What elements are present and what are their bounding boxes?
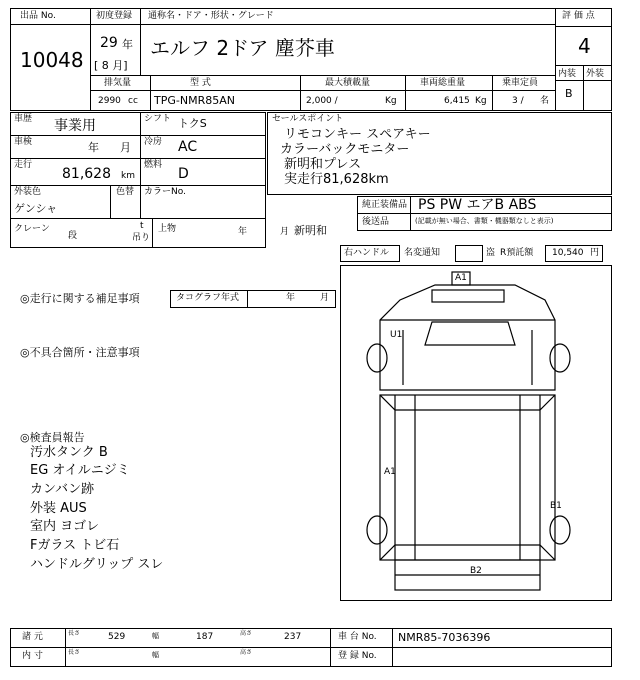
inspector-item: ハンドルグリップ スレ <box>30 557 164 572</box>
aftermarket-note: (記載が無い場合、書類・機器類なしと表示) <box>415 217 554 225</box>
inspector-item: EG オイルニジミ <box>30 463 130 478</box>
vehicle-name: エルフ 2ドア 塵芥車 <box>150 36 335 60</box>
registration-month: [ 8 月] <box>94 59 128 72</box>
sales-point-item: カラーバックモニター <box>280 142 410 157</box>
mileage-unit: km <box>121 171 135 181</box>
recycle-deposit-value: 10,540 <box>552 248 584 258</box>
model-label: 型 式 <box>190 78 211 88</box>
length-label: 長さ <box>68 630 81 637</box>
truck-diagram <box>367 272 570 590</box>
inspection-year-unit: 年 <box>88 141 99 154</box>
displacement-label: 排気量 <box>104 78 132 88</box>
damage-mark: U1 <box>390 330 403 340</box>
inner-height-label: 高さ <box>240 649 253 656</box>
crane-label: クレーン <box>14 224 50 234</box>
inspector-item: カンバン跡 <box>30 482 95 497</box>
body-year: 年 <box>238 227 248 237</box>
gross-weight: 6,415 <box>444 96 470 106</box>
name-change-label: 名変通知 <box>404 248 441 258</box>
body-label: 上物 <box>158 224 177 234</box>
color-value: ゲンシャ <box>14 202 58 215</box>
inspector-item: 外装 AUS <box>30 501 87 516</box>
history-label: 車歴 <box>14 114 33 124</box>
fuel-label: 燃料 <box>144 160 163 170</box>
ac: AC <box>178 139 198 155</box>
gross-weight-label: 車両総重量 <box>420 78 466 88</box>
inspector-item: Fガラス トビ石 <box>30 538 120 553</box>
mileage-label: 走行 <box>14 160 33 170</box>
recycle-deposit-label: R預託額 <box>500 248 534 258</box>
damage-mark: A1 <box>384 467 396 477</box>
defects-label: ◎不具合箇所・注意事項 <box>20 346 140 359</box>
max-load-unit: Kg <box>385 96 397 106</box>
sales-point-item: リモコンキー スペアキー <box>284 127 431 142</box>
width-value: 187 <box>196 632 214 642</box>
recycle-deposit-unit: 円 <box>590 248 600 258</box>
capacity-unit: 名 <box>540 96 550 106</box>
sales-point-label: セールスポイント <box>272 114 344 124</box>
chassis-label: 車 台 No. <box>338 632 377 642</box>
sales-point-item: 実走行81,628km <box>284 172 389 187</box>
tachograph-label: タコグラフ年式 <box>176 293 240 303</box>
genuine-equipment-label: 純正装備品 <box>362 200 408 210</box>
height-value: 237 <box>284 632 302 642</box>
body-month: 月 <box>280 227 290 237</box>
vehicle-name-label: 通称名・ドア・形状・グレード <box>148 11 274 21</box>
exterior-grade-label: 外装 <box>586 69 605 79</box>
max-load: 2,000 / <box>306 96 338 106</box>
crane-hoist: 吊り <box>132 233 151 243</box>
ac-label: 冷房 <box>144 137 163 147</box>
inspector-item: 室内 ヨゴレ <box>30 519 100 534</box>
right-hand-drive: 右ハンドル <box>344 248 390 258</box>
damage-mark: B1 <box>550 501 562 511</box>
inner-width-label: 幅 <box>152 651 159 659</box>
overall-grade: 4 <box>578 34 591 58</box>
interior-grade-label: 内装 <box>558 69 577 79</box>
color-change-label: 色替 <box>116 187 135 197</box>
registration-year-unit: 年 <box>122 38 133 51</box>
inspector-report-label: ◎検査員報告 <box>20 431 85 444</box>
interior-grade: B <box>565 87 573 100</box>
color-code-label: カラーNo. <box>144 187 186 197</box>
width-label: 幅 <box>152 632 159 640</box>
displacement-unit: cc <box>128 96 138 106</box>
chassis-number: NMR85-7036396 <box>398 631 491 644</box>
displacement: 2990 <box>98 96 121 106</box>
registration-year: 29 <box>100 35 118 51</box>
registration-label: 初度登録 <box>96 11 133 21</box>
gross-weight-unit: Kg <box>475 96 487 106</box>
history: 事業用 <box>54 118 96 134</box>
damage-mark: A1 <box>455 273 467 283</box>
height-label: 高さ <box>240 630 253 637</box>
genuine-equipment: PS PW エアB ABS <box>418 197 537 213</box>
capacity-label: 乗車定員 <box>502 78 539 88</box>
capacity: 3 / <box>512 96 524 106</box>
max-load-label: 最大積載量 <box>325 78 371 88</box>
inspection-label: 車検 <box>14 137 33 147</box>
damage-mark: B2 <box>470 566 482 576</box>
fuel: D <box>178 166 189 182</box>
shift-label: シフト <box>144 114 172 124</box>
dimensions-label: 諸 元 <box>22 632 43 642</box>
registration-number-label: 登 録 No. <box>338 651 377 661</box>
tachograph-month: 月 <box>320 293 330 303</box>
grade-label: 評 価 点 <box>562 11 595 21</box>
lot-number: 10048 <box>20 48 84 72</box>
tachograph-year: 年 <box>286 293 296 303</box>
shift: トクS <box>178 117 207 130</box>
aftermarket-label: 後送品 <box>362 217 390 227</box>
model-code: TPG-NMR85AN <box>154 94 235 107</box>
crane-stage: 段 <box>68 231 78 241</box>
mileage: 81,628 <box>62 166 111 182</box>
crane-tonnage: t <box>140 221 144 231</box>
inspector-item: 汚水タンク B <box>30 445 108 460</box>
driving-notes-label: ◎走行に関する補足事項 <box>20 292 140 305</box>
lot-number-label: 出品 No. <box>20 11 56 21</box>
inspection-month-unit: 月 <box>120 141 131 154</box>
inner-length-label: 長さ <box>68 649 81 656</box>
sales-point-item: 新明和プレス <box>284 157 362 172</box>
inner-dimensions-label: 内 寸 <box>22 651 43 661</box>
body-maker: 新明和 <box>294 224 327 237</box>
color-label: 外装色 <box>14 187 42 197</box>
length-value: 529 <box>108 632 126 642</box>
theft-mark: 盗 <box>486 248 496 258</box>
